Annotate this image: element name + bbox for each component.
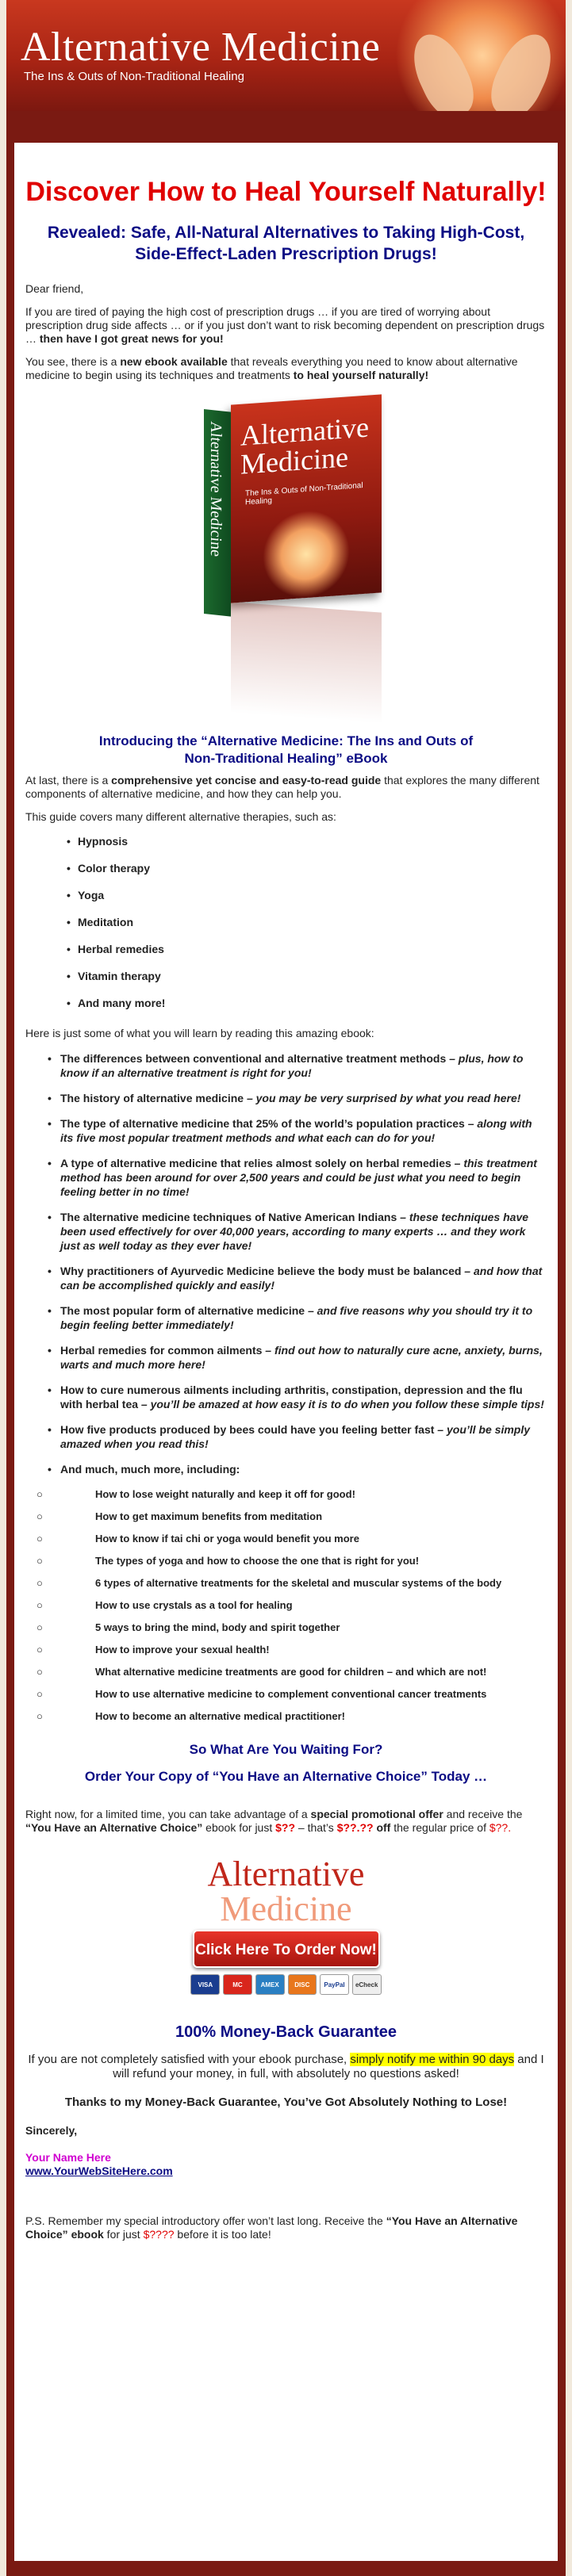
ebook-glow [263, 507, 350, 601]
guide-paragraph [25, 774, 547, 801]
order-now-button[interactable]: Click Here To Order Now! [193, 1930, 380, 1968]
visa-card-icon: VISA [190, 1974, 220, 1995]
learn-item-italic: – you may be very surprised by what you read here! [244, 1092, 521, 1104]
ebook-reflection [231, 602, 382, 723]
intro2-a: You see, there is a [25, 355, 121, 368]
waiting-heading: So What Are You Waiting For? [189, 1742, 383, 1757]
intro1-text: If you are tired of paying the high cost of prescription drugs … if you are tired of worrying about prescription drug side affects … or if you just don’t want to risk becoming dependent on prescription drugs … [25, 305, 545, 345]
order-logo-line1: Alternative [207, 1854, 365, 1893]
mastercard-icon: MC [223, 1974, 252, 1995]
therapy-item: • Hypnosis [67, 835, 547, 862]
sub-item: ○ How to get maximum benefits from meditation [36, 1510, 547, 1524]
learn-item [48, 1462, 547, 1476]
guarantee-a: If you are not completely satisfied with your ebook purchase, [28, 2053, 351, 2066]
learn-item [48, 1383, 547, 1411]
guarantee-title: 100% Money-Back Guarantee [175, 2023, 397, 2041]
ebook-title: Alternative Medicine [240, 411, 369, 480]
site-header [6, 0, 566, 111]
learn-item [48, 1264, 547, 1292]
learn-list [48, 1051, 547, 1476]
therapy-item: • Meditation [67, 916, 547, 943]
order-copy-heading: Order Your Copy of “You Have an Alternative Choice” Today … [84, 1769, 488, 1784]
ps-a: P.S. Remember my special introductory offer won’t last long. Receive the [25, 2214, 386, 2227]
ebook-spine [204, 409, 231, 617]
sub-item: ○ How to know if tai chi or yoga would benefit you more [36, 1532, 547, 1546]
learn-item-italic: – this treatment method has been around for over 2,500 years and could be just what you need to begin feeling better in no time! [60, 1157, 537, 1198]
learn-item-bold: The history of alternative medicine [60, 1092, 244, 1104]
learn-item-italic: – and five reasons why you should try it to begin feeling better immediately! [60, 1304, 533, 1331]
sub-item: ○ What alternative medicine treatments are good for children – and which are not! [36, 1665, 547, 1679]
site-title: Alternative Medicine [21, 25, 381, 70]
learn-item-bold: The alternative medicine techniques of Native American Indians [60, 1211, 397, 1223]
page-frame [6, 0, 566, 2576]
learn-item-bold: The type of alternative medicine that 25% of the world’s population practices [60, 1117, 465, 1130]
learn-item-italic: – find out how to naturally cure acne, anxiety, burns, warts and much more here! [60, 1344, 543, 1371]
intro-paragraph-2 [25, 355, 547, 382]
learn-item-italic: – along with its five most popular treatment methods and what each can do for you! [60, 1117, 532, 1144]
learn-item-bold: Herbal remedies for common ailments [60, 1344, 263, 1357]
learn-item [48, 1091, 547, 1105]
learn-item-bold: The most popular form of alternative medicine [60, 1304, 305, 1317]
learn-intro: Here is just some of what you will learn by reading this amazing ebook: [25, 1027, 374, 1039]
sub-item: ○ How to improve your sexual health! [36, 1643, 547, 1657]
ebook-cover-image [199, 400, 374, 733]
therapies-intro: This guide covers many different alternative therapies, such as: [25, 810, 336, 823]
learn-item-bold: Why practitioners of Ayurvedic Medicine believe the body must be balanced [60, 1265, 462, 1277]
subheadline: Revealed: Safe, All-Natural Alternatives to Taking High-Cost, Side-Effect-Laden Prescription Drugs! [47, 224, 525, 263]
learn-sublist [36, 1487, 547, 1724]
learn-item [48, 1051, 547, 1080]
guarantee-thanks [25, 2096, 547, 2110]
echeck-icon: eCheck [352, 1974, 382, 1995]
learn-item [48, 1343, 547, 1372]
sub-item: ○ The types of yoga and how to choose the one that is right for you! [36, 1554, 547, 1568]
intro2-c: that reveals everything you need to know about alternative medicine to begin using its techniques and treatments [25, 355, 518, 381]
sub-item: ○ How to become an alternative medical practitioner! [36, 1709, 547, 1724]
paypal-icon: PayPal [320, 1974, 349, 1995]
learn-item [48, 1210, 547, 1253]
learn-item-bold: The differences between conventional and alternative treatment methods [60, 1052, 447, 1065]
order-logo-line2: Medicine [220, 1889, 352, 1928]
therapies-list [67, 835, 547, 1024]
guarantee-highlight: simply notify me within 90 days [350, 2053, 515, 2066]
therapy-item: • Color therapy [67, 862, 547, 889]
learn-item-bold: How to cure numerous ailments including arthritis, constipation, depression and the flu with herbal tea [60, 1384, 523, 1410]
introducing-line1: Introducing the “Alternative Medicine: The Ins and Outs of [98, 733, 474, 748]
learn-item-bold: And much, much more, including: [60, 1463, 240, 1476]
offer-e: ebook for just [202, 1821, 276, 1834]
therapy-item: • Vitamin therapy [67, 970, 547, 997]
learn-item-italic: – these techniques have been used effectively for over 40,000 years, according to many experts … and they work just as well today as they ever have! [60, 1211, 529, 1252]
learn-item [48, 1422, 547, 1451]
therapy-item: • Herbal remedies [67, 943, 547, 970]
sales-letter [14, 143, 558, 2561]
therapy-item: • Yoga [67, 889, 547, 916]
learn-item-bold: How five products produced by bees could have you feeling better fast [60, 1423, 435, 1436]
guarantee-thanks-text: Thanks to my Money-Back Guarantee, You’ve Got Absolutely Nothing to Lose! [64, 2096, 508, 2109]
ps-d: before it is too late! [174, 2228, 271, 2241]
payment-cards [191, 1974, 382, 1995]
learn-item [48, 1156, 547, 1199]
learn-item-italic: – you’ll be simply amazed when you read this! [60, 1423, 531, 1450]
signature-block [25, 2124, 547, 2178]
offer-d: “You Have an Alternative Choice” [25, 1821, 203, 1834]
learn-item-italic: – you’ll be amazed at how easy it is to do when you follow these simple tips! [138, 1398, 544, 1410]
intro2-b: new ebook available [120, 355, 228, 368]
sub-item: ○ 5 ways to bring the mind, body and spirit together [36, 1621, 547, 1635]
learn-item-italic: – plus, how to know if an alternative treatment is right for you! [60, 1052, 524, 1079]
sub-item: ○ How to lose weight naturally and keep it off for good! [36, 1487, 547, 1502]
learn-item-bold: A type of alternative medicine that relies almost solely on herbal remedies [60, 1157, 451, 1169]
ps-paragraph [25, 2214, 547, 2241]
website-link[interactable]: www.YourWebSiteHere.com [25, 2165, 173, 2177]
offer-paragraph [25, 1808, 547, 1835]
amex-card-icon: AMEX [255, 1974, 285, 1995]
offer-savings: $??.?? [336, 1821, 374, 1834]
offer-price: $?? [275, 1821, 296, 1834]
sub-item: ○ How to use crystals as a tool for healing [36, 1598, 547, 1613]
guarantee-text [25, 2053, 547, 2081]
ps-b: “You Have an Alternative Choice” ebook [25, 2214, 518, 2241]
guide-b: comprehensive yet concise and easy-to-read guide [111, 774, 382, 787]
introducing-heading [25, 733, 547, 767]
greeting: Dear friend, [25, 282, 84, 295]
headline: Discover How to Heal Yourself Naturally! [25, 177, 547, 207]
site-subtitle: The Ins & Outs of Non-Traditional Healing [24, 70, 244, 83]
intro2-d: to heal yourself naturally! [293, 369, 429, 381]
order-box [191, 1854, 382, 2039]
sub-item: ○ How to use alternative medicine to complement conventional cancer treatments [36, 1687, 547, 1701]
ps-c: for just [103, 2228, 144, 2241]
sincerely: Sincerely, [25, 2124, 78, 2137]
intro1-bold: then have I got great news for you! [39, 332, 224, 345]
ps-price: $???? [143, 2228, 175, 2241]
offer-c: and receive the [443, 1808, 523, 1820]
learn-item-italic: – and how that can be accomplished quickly and easily! [60, 1265, 543, 1292]
ebook-spine-title: Alternative Medicine [206, 420, 225, 558]
discover-card-icon: DISC [288, 1974, 317, 1995]
guide-a: At last, there is a [25, 774, 112, 787]
offer-f: – that’s [295, 1821, 337, 1834]
offer-a: Right now, for a limited time, you can take advantage of a [25, 1808, 311, 1820]
ebook-subtitle: The Ins & Outs of Non-Traditional Healing [244, 480, 363, 507]
guide-c: that explores the many different components of alternative medicine, and how they can help you. [25, 774, 539, 800]
learn-item [48, 1116, 547, 1145]
learn-item [48, 1303, 547, 1332]
introducing-line2: Non-Traditional Healing” [184, 751, 343, 766]
guarantee-b: and I will refund your money, in full, with absolutely no questions asked! [113, 2053, 544, 2080]
therapy-item: • And many more! [67, 997, 547, 1024]
sub-item: ○ 6 types of alternative treatments for the skeletal and muscular systems of the body [36, 1576, 547, 1590]
offer-g: off [373, 1821, 391, 1834]
ebook-cover [206, 394, 382, 603]
offer-regular-price: $??. [489, 1821, 512, 1834]
author-name: Your Name Here [25, 2151, 111, 2164]
introducing-suffix: eBook [342, 751, 388, 766]
offer-b: special promotional offer [310, 1808, 443, 1820]
offer-h: the regular price of [390, 1821, 489, 1834]
intro-paragraph-1 [25, 305, 547, 346]
